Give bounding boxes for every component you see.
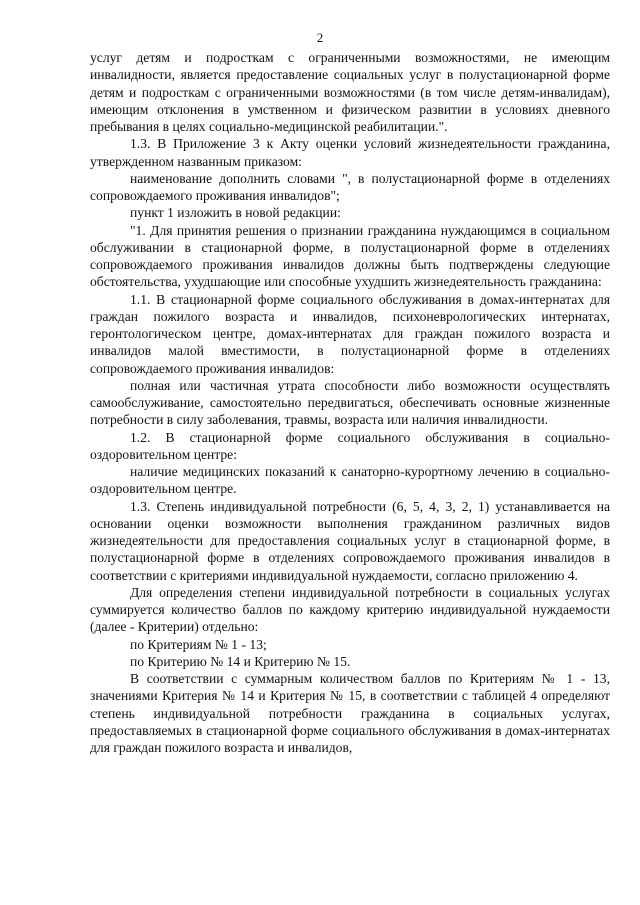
- paragraph-1-2-detail: наличие медицинских показаний к санаторно-курортному лечению в социально-оздоровительном центре.: [90, 464, 610, 497]
- paragraph-criteria-1-13: по Критериям № 1 - 13;: [130, 636, 267, 652]
- paragraph-1-2: 1.2. В стационарной форме социального обслуживания в социально-оздоровительном центре:: [90, 429, 610, 462]
- paragraph-criteria-summation: Для определения степени индивидуальной потребности в социальных услугах суммируется количество баллов по каждому критерию индивидуальной нуждаемости (далее - Критерии) отдельно:: [90, 584, 610, 635]
- paragraph-continuation: услуг детям и подросткам с ограниченными возможностями, не имеющим инвалидности, является предоставление социальных услуг в полустационарной форме детям и подросткам с ограниченными возможностями (в том числе детям-инвалидам), имеющим отклонения в умственном и физическом развитии в условиях дневного пребывания в целях социально-медицинской реабилитации.".: [90, 50, 610, 134]
- paragraph-point-1-intro: пункт 1 изложить в новой редакции:: [130, 205, 341, 221]
- paragraph-title-addition: наименование дополнить словами ", в полустационарной форме в отделениях сопровождаемого проживания инвалидов";: [90, 170, 610, 203]
- document-body: [90, 49, 610, 756]
- page-number: 2: [316, 30, 324, 45]
- paragraph-table-4: В соответствии с суммарным количеством баллов по Критериям № 1 - 13, значениями Критерия № 14 и Критерия № 15, в соответствии с таблицей 4 определяют степень индивидуальной потребности гражданина в социальных услугах, предоставляемых в стационарной форме социального обслуживания в домах-интернатах для граждан пожилого возраста и инвалидов,: [90, 671, 610, 755]
- paragraph-1-3-appendix: 1.3. В Приложение 3 к Акту оценки условий жизнедеятельности гражданина, утвержденном названным приказом:: [90, 136, 610, 169]
- paragraph-1-3: 1.3. Степень индивидуальной потребности (6, 5, 4, 3, 2, 1) устанавливается на основании оценки возможности выполнения гражданином различных видов жизнедеятельности для предоставления социальных услуг в стационарной форме, в полустационарной форме в отделениях сопровождаемого проживания инвалидов в соответствии с критериями индивидуальной нуждаемости, согласно приложению 4.: [90, 498, 610, 583]
- paragraph-point-1: "1. Для принятия решения о признании гражданина нуждающимся в социальном обслуживании в стационарной форме, в полустационарной форме в отделениях сопровождаемого проживания инвалидов должны быть подтверждены следующие обстоятельства, ухудшающие или способные ухудшить жизнедеятельность гражданина:: [90, 222, 610, 290]
- paragraph-1-1-detail: полная или частичная утрата способности либо возможности осуществлять самообслуживание, самостоятельно передвигаться, обеспечивать основные жизненные потребности в силу заболевания, травмы, возраста или наличия инвалидности.: [90, 377, 610, 428]
- paragraph-1-1: 1.1. В стационарной форме социального обслуживания в домах-интернатах для граждан пожилого возраста и инвалидов, психоневрологических интернатах, геронтологическом центре, домах-интернатах для граждан пожилого возраста и инвалидов малой вместимости, в полустационарной форме в отделениях сопровождаемого проживания инвалидов:: [90, 291, 610, 376]
- paragraph-criteria-14-15: по Критерию № 14 и Критерию № 15.: [130, 653, 351, 669]
